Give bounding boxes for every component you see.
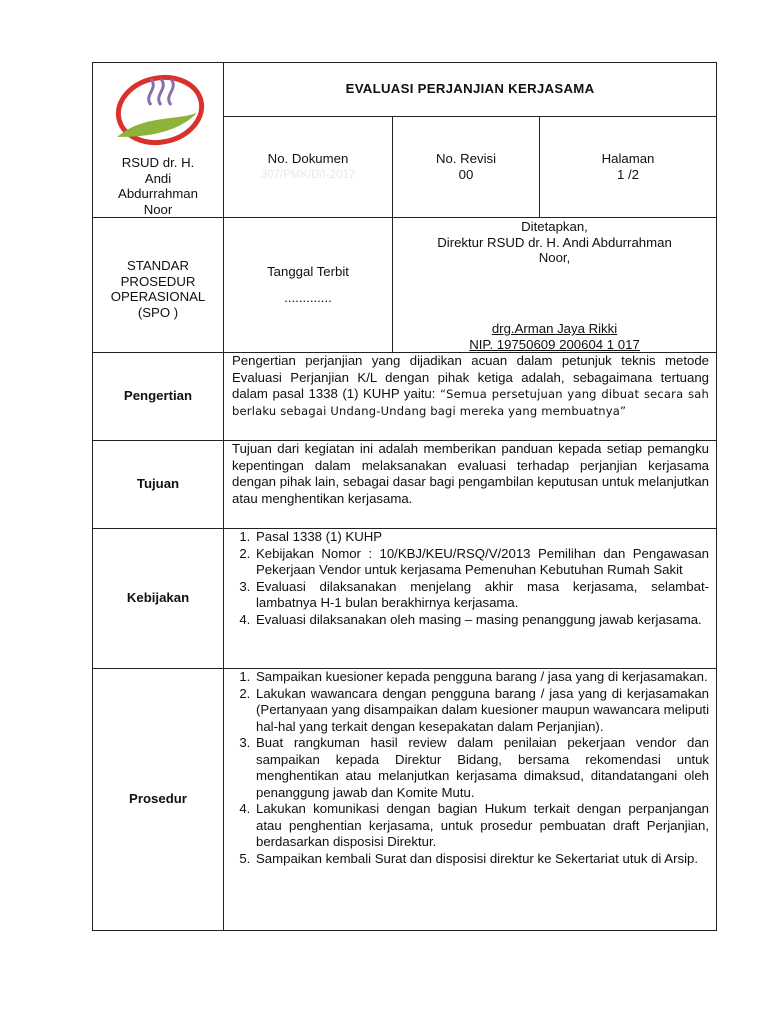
spo-table	[92, 62, 717, 931]
tanggal-terbit-cell	[224, 218, 393, 353]
prosedur-content	[224, 669, 717, 931]
spo-line: STANDAR	[126, 258, 190, 273]
pengertian-quote: “Semua persetujuan yang dibuat secara sah berlaku sebagai Undang-Undang bagi mereka yang membuatnya”	[232, 387, 709, 418]
direktur-title-cont: Noor,	[538, 250, 571, 265]
spo-line: (SPO )	[137, 304, 179, 320]
list-item: 1. Sampaikan kuesioner kepada pengguna barang / jasa yang di kerjasamakan.	[254, 669, 709, 686]
ditetapkan-label: Ditetapkan,	[521, 219, 588, 234]
list-item: 3. Evaluasi dilaksanakan menjelang akhir masa kerjasama, selambat-lambatnya H-1 bulan berakhirnya kerjasama.	[254, 579, 709, 612]
hospital-name-line: Andi	[144, 170, 172, 186]
tujuan-content: Tujuan dari kegiatan ini adalah memberikan panduan kepada setiap pemangku kepentingan dalam melaksanakan evaluasi terhadap perjanjian kerjasama dengan pihak lain, sebagai dasar bagi pengambilan keputusan untuk melanjutkan atau menghentikan kerjasama.	[224, 441, 717, 529]
spo-line: PROSEDUR	[120, 273, 196, 289]
no-revisi-label: No. Revisi	[435, 150, 497, 166]
halaman-cell	[540, 117, 717, 218]
tanggal-terbit-value: .............	[284, 289, 332, 305]
prosedur-label: Prosedur	[93, 669, 224, 931]
tujuan-label: Tujuan	[93, 441, 224, 529]
list-item: 4. Evaluasi dilaksanakan oleh masing – masing penanggung jawab kerjasama.	[254, 612, 709, 629]
no-dokumen-value: 307/PMK/D/I-2017	[260, 169, 356, 181]
hospital-logo-icon	[93, 63, 223, 149]
spo-line: OPERASIONAL	[110, 289, 206, 304]
hospital-cell	[93, 63, 224, 218]
no-revisi-cell	[393, 117, 540, 218]
list-item: 3. Buat rangkuman hasil review dalam penilaian pekerjaan vendor dan sampaikan kepada Direktur Bidang, bersama rekomendasi untuk menghentikan atau melanjutkan kerjasama dimaksud, ditandatangani oleh penanggung jawab dan Komite Mutu.	[254, 735, 709, 801]
tanggal-terbit-label: Tanggal Terbit	[267, 264, 349, 279]
kebijakan-list	[232, 529, 709, 628]
no-dokumen-cell	[224, 117, 393, 218]
list-item: 2. Lakukan wawancara dengan pengguna barang / jasa yang di kerjasamakan (Pertanyaan yang disampaikan dalam kuesioner maupun wawancara meliputi hal-hal yang terkait dengan kesepakatan dalam Perjanjian).	[254, 686, 709, 736]
ditetapkan-cell	[393, 218, 717, 353]
kebijakan-label: Kebijakan	[93, 529, 224, 669]
spo-document	[92, 62, 716, 931]
no-dokumen-label: No. Dokumen	[267, 150, 349, 166]
pengertian-text: Pengertian perjanjian yang dijadikan acuan dalam petunjuk teknis metode Evaluasi Perjanjian K/L dengan pihak ketiga adalah, sebagaimana tertuang dalam pasal 1338 (1) KUHP yaitu:	[232, 353, 710, 401]
pengertian-label: Pengertian	[93, 353, 224, 441]
prosedur-list	[232, 669, 709, 867]
halaman-value: 1 /2	[617, 167, 639, 182]
list-item: 2. Kebijakan Nomor : 10/KBJ/KEU/RSQ/V/2013 Pemilihan dan Pengawasan Pekerjaan Vendor untuk kerjasama Pemenuhan Kebutuhan Rumah Sakit	[254, 546, 709, 579]
hospital-name-line: RSUD dr. H.	[121, 155, 195, 170]
signer-name: drg.Arman Jaya Rikki	[491, 321, 618, 336]
spo-cell	[93, 218, 224, 353]
kebijakan-content	[224, 529, 717, 669]
list-item: 4. Lakukan komunikasi dengan bagian Hukum terkait dengan perpanjangan atau penghentian kerjasama, untuk prosedur pembuatan draft Perjanjian, berdasarkan disposisi Direktur.	[254, 801, 709, 851]
hospital-name-line: Noor	[143, 201, 173, 217]
no-revisi-value: 00	[458, 167, 474, 182]
halaman-label: Halaman	[601, 150, 655, 166]
list-item: 1. Pasal 1338 (1) KUHP	[254, 529, 709, 546]
direktur-title: Direktur RSUD dr. H. Andi Abdurrahman	[437, 234, 672, 250]
pengertian-content	[224, 353, 717, 441]
document-title: EVALUASI PERJANJIAN KERJASAMA	[224, 63, 717, 117]
hospital-name-line: Abdurrahman	[118, 186, 198, 201]
signer-nip: NIP. 19750609 200604 1 017	[469, 336, 640, 352]
list-item: 5. Sampaikan kembali Surat dan disposisi direktur ke Sekertariat utuk di Arsip.	[254, 851, 709, 868]
